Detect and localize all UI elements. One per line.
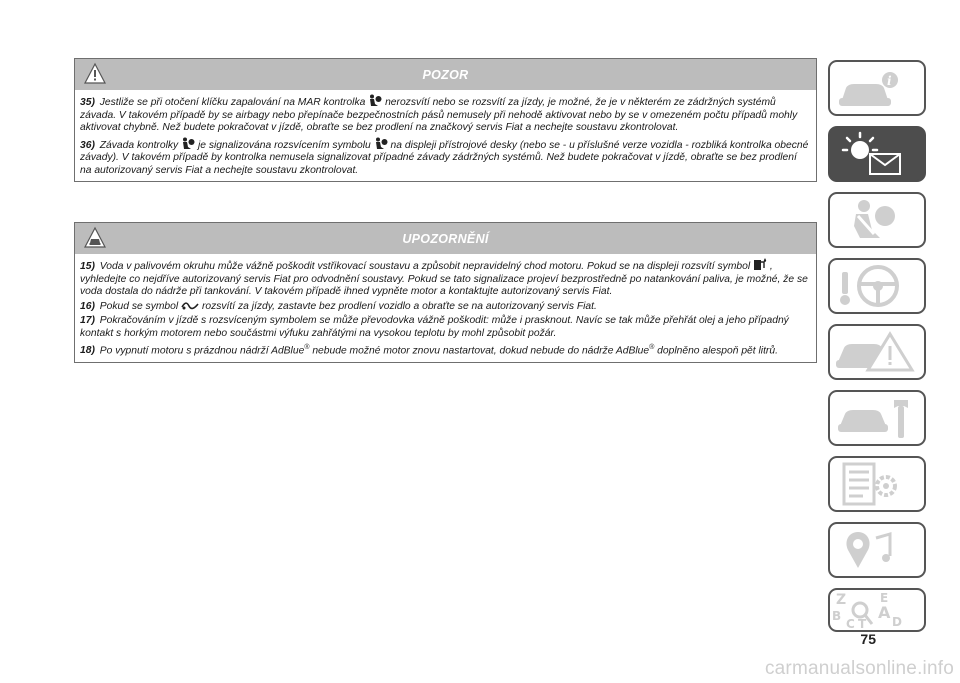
tab-accident[interactable]	[828, 324, 926, 380]
note-number: 18)	[80, 345, 95, 357]
airbag-warning-icon	[181, 137, 195, 150]
tab-seatbelt-airbag[interactable]	[828, 192, 926, 248]
upozorneni-title: UPOZORNĚNÍ	[402, 231, 489, 246]
note-35	[80, 94, 810, 135]
airbag-warning-icon	[368, 94, 382, 107]
index-letter: Z	[836, 592, 847, 608]
pozor-warning-box	[74, 58, 817, 182]
index-letter: A	[878, 603, 891, 622]
note-text: na displeji přístrojové desky (nebo se - u příslušné verze vozidla - rozbliká kontrolka obecné závady). V takovém případě by kontrolka nemusela signalizovat případné závady zádržných systémů. Než budete pokračovat v jízdě, obraťte se bez prodlení na autorizovaný servis Fiat a nechejte soustavu zkontrolovat.	[80, 139, 809, 176]
note-text: Po vypnutí motoru s prázdnou nádrží AdBlue	[99, 345, 305, 357]
alphabetical-index-icon	[830, 590, 924, 630]
note-text: Voda v palivovém okruhu může vážně poškodit vstřikovací soustavu a způsobit nepravidelný chod motoru. Pokud se na displeji rozsvítí symbol	[99, 261, 751, 272]
svg-text:i: i	[887, 74, 892, 88]
note-text: Pokračováním v jízdě s rozsvíceným symbolem se může převodovka vážně poškodit: může i prasknout. Navíc se tak může přehřát olej a jeho případný kontakt s horkým motorem nebo součástmi výfuku zahřátými na vysokou teplotu by mohl způsobit požár.	[80, 315, 789, 339]
steering-wheel-icon	[830, 260, 924, 312]
index-letter: T	[858, 617, 867, 630]
tab-specifications[interactable]	[828, 456, 926, 512]
car-caution-icon	[83, 226, 107, 250]
note-36	[80, 137, 810, 178]
pozor-body	[75, 90, 816, 181]
pozor-title: POZOR	[422, 67, 469, 82]
index-letter: D	[892, 615, 902, 629]
note-number: 35)	[80, 97, 95, 108]
transmission-warning-icon	[181, 301, 199, 311]
warning-lights-icon	[830, 128, 924, 180]
multimedia-icon	[830, 524, 924, 576]
note-number: 17)	[80, 315, 95, 326]
index-letter: B	[832, 609, 842, 623]
watermark: carmanualsonline.info	[764, 658, 954, 679]
upozorneni-header	[75, 223, 816, 254]
index-letter: E	[880, 591, 889, 605]
tab-warning-lights[interactable]	[828, 126, 926, 182]
tab-car-info[interactable]	[828, 60, 926, 116]
tab-steering-wheel[interactable]	[828, 258, 926, 314]
note-number: 36)	[80, 139, 95, 151]
page-number: 75	[860, 631, 876, 647]
pozor-header	[75, 59, 816, 90]
car-accident-icon	[830, 326, 924, 378]
car-info-icon	[830, 62, 924, 114]
specifications-gear-icon	[830, 458, 924, 510]
note-18	[80, 342, 810, 358]
note-17	[80, 315, 810, 340]
tab-alphabetical-index[interactable]	[828, 588, 926, 632]
seatbelt-airbag-icon	[830, 194, 924, 246]
note-text: Jestliže se při otočení klíčku zapalování na MAR kontrolka	[99, 97, 366, 108]
note-text: Pokud se symbol	[99, 300, 179, 312]
note-text: je signalizována rozsvícením symbolu	[197, 139, 371, 151]
registered-mark: ®	[649, 344, 655, 351]
airbag-warning-icon	[374, 137, 388, 150]
tab-multimedia[interactable]	[828, 522, 926, 578]
note-text: , vyhledejte co nejdříve autorizovaný servis Fiat pro odvodnění soustavy. Pokud se tato signalizace projeví bezprostředně po natankování paliva, je možné, že se voda dostala do nádrže při tankování. V takovém případě ihned vypněte motor a kontaktujte autorizovaný servis Fiat.	[80, 261, 808, 297]
note-text: doplněno alespoň pět litrů.	[654, 345, 778, 357]
note-16	[80, 301, 810, 314]
note-15	[80, 258, 810, 299]
tab-maintenance[interactable]	[828, 390, 926, 446]
note-text: rozsvítí za jízdy, zastavte bez prodlení vozidlo a obraťte se na autorizovaný servis Fiat.	[201, 300, 597, 312]
index-letter: C	[846, 617, 855, 630]
warning-triangle-icon	[83, 62, 107, 86]
note-number: 16)	[80, 300, 95, 312]
note-text: nebude možné motor znovu nastartovat, dokud nebude do nádrže AdBlue	[309, 345, 650, 357]
car-wrench-icon	[830, 392, 924, 444]
registered-mark: ®	[304, 344, 310, 351]
note-text: Závada kontrolky	[99, 139, 179, 151]
note-text: nerozsvítí nebo se rozsvítí za jízdy, je možné, že je v některém ze zádržných systémů závada. V takovém případě by se airbagy nebo přepínače bezpečnostních pásů nemusely při nehodě aktivovat nebo by se v omezeném počtu případů mohly aktivovat chybně. Než budete pokračovat v jízdě, obraťte se bez prodlení na značkový servis Fiat a nechejte soustavu zkontrolovat.	[80, 97, 798, 133]
note-number: 15)	[80, 261, 95, 272]
upozorneni-body	[75, 254, 816, 362]
upozorneni-caution-box	[74, 222, 817, 363]
water-in-fuel-icon	[753, 258, 767, 271]
